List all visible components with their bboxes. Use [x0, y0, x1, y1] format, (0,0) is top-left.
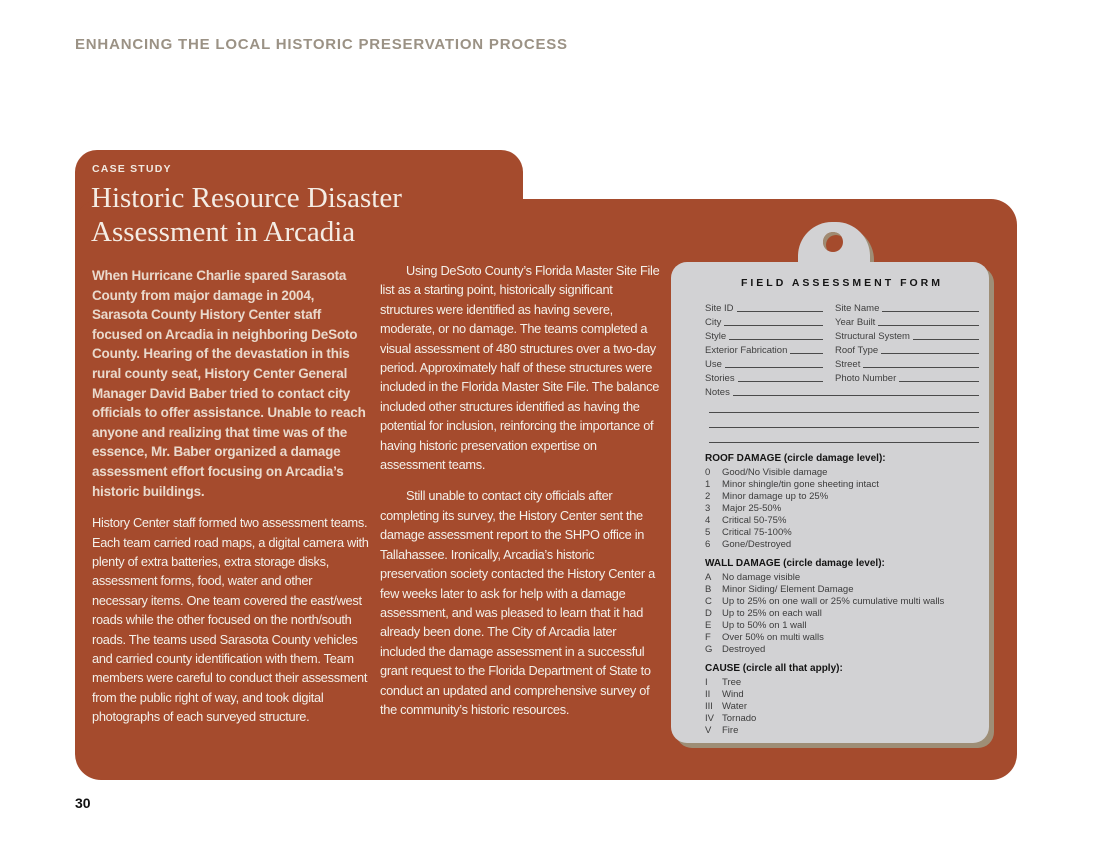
option-text: Wind	[722, 689, 744, 700]
cause-option	[705, 689, 979, 701]
case-study-title-line2: Assessment in Arcadia	[91, 216, 356, 248]
roof-damage-option	[705, 527, 979, 539]
field-blank-line	[733, 395, 979, 396]
cause-section	[705, 663, 979, 737]
form-field-row	[705, 314, 979, 328]
option-code: C	[705, 596, 712, 607]
option-text: Tornado	[722, 713, 757, 724]
field-blank-line	[790, 353, 823, 354]
form-field-row	[705, 342, 979, 356]
clipboard-hang-hole	[823, 232, 843, 252]
option-text: Critical 50-75%	[722, 515, 787, 526]
field-blank-line	[913, 339, 979, 340]
field-blank-line	[738, 381, 823, 382]
option-text: Critical 75-100%	[722, 527, 792, 538]
wall-damage-section	[705, 558, 979, 656]
case-study-title-line1: Historic Resource Disaster	[91, 182, 402, 214]
section-heading: ROOF DAMAGE (circle damage level):	[705, 453, 886, 464]
option-code: G	[705, 644, 713, 655]
field-blank-line	[863, 367, 979, 368]
option-code: III	[705, 701, 713, 712]
roof-damage-option	[705, 515, 979, 527]
cause-option	[705, 677, 979, 689]
form-field-row	[705, 300, 979, 314]
option-code: II	[705, 689, 711, 700]
roof-damage-option	[705, 491, 979, 503]
option-code: I	[705, 677, 708, 688]
form-field-row	[705, 328, 979, 342]
cause-option	[705, 725, 979, 737]
wall-damage-option	[705, 644, 979, 656]
option-text: Water	[722, 701, 747, 712]
section-heading: CAUSE (circle all that apply):	[705, 663, 843, 674]
wall-damage-option	[705, 620, 979, 632]
wall-damage-option	[705, 584, 979, 596]
wall-damage-option	[705, 608, 979, 620]
field-blank-line	[729, 339, 823, 340]
roof-damage-option	[705, 539, 979, 551]
field-label: Structural System	[835, 331, 910, 342]
form-title: FIELD ASSESSMENT FORM	[740, 277, 944, 289]
option-code: V	[705, 725, 712, 736]
field-assessment-form	[671, 262, 989, 743]
option-code: A	[705, 572, 712, 583]
left-body-paragraph: History Center staff formed two assessment teams. Each team carried road maps, a digital camera with plenty of extra batteries, extra storage disks, assessment forms, food, water and other necessary items. One team covered the east/west roads while the other focused on the north/south roads. The teams used Sarasota County vehicles and carried county identification with them. Team members were careful to conduct their assessment from the public right of way, and took digital photographs of each surveyed structure.	[92, 515, 369, 725]
option-code: 0	[705, 467, 711, 478]
field-blank-line	[724, 325, 823, 326]
option-text: Minor damage up to 25%	[722, 491, 829, 502]
form-notes-row	[705, 384, 979, 398]
option-text: Fire	[722, 725, 739, 736]
option-code: 6	[705, 539, 711, 550]
field-blank-line	[899, 381, 979, 382]
cause-option	[705, 713, 979, 725]
section-heading: WALL DAMAGE (circle damage level):	[705, 558, 885, 569]
field-label: Street	[835, 359, 861, 370]
option-text: Minor Siding/ Element Damage	[722, 584, 854, 595]
roof-damage-option	[705, 467, 979, 479]
field-label: Exterior Fabrication	[705, 345, 788, 356]
notes-blank-line	[709, 428, 979, 443]
intro-paragraph: When Hurricane Charlie spared Sarasota County from major damage in 2004, Sarasota County History Center staff focused on Arcadia in neighboring DeSoto County. Hearing of the devastation in this rural county seat, History Center General Manager David Baber tried to contact city officials to offer assistance. Unable to reach anyone and realizing that time was of the essence, Mr. Baber organized a damage assessment effort focusing on Arcadia’s historic buildings.	[92, 268, 366, 499]
field-label: Notes	[705, 387, 730, 398]
option-text: Tree	[722, 677, 742, 688]
notes-blank-line	[709, 398, 979, 413]
form-field-row	[705, 356, 979, 370]
field-label: Use	[705, 359, 722, 370]
field-label: City	[705, 317, 722, 328]
cause-option	[705, 701, 979, 713]
option-code: 3	[705, 503, 711, 514]
option-code: E	[705, 620, 712, 631]
middle-paragraph-1: Using DeSoto County’s Florida Master Site File list as a starting point, historically significant structures were identified as having severe, moderate, or no damage. The teams completed a visual assessment of 480 structures over a two-day period. Approximately half of these structures were included in the Florida Master Site File. The balance included other structures identified as having the potential for inclusion, reinforcing the importance of having historic preservation expertise on assessment teams.	[380, 263, 660, 473]
field-label: Roof Type	[835, 345, 879, 356]
option-code: B	[705, 584, 712, 595]
option-text: Over 50% on multi walls	[722, 632, 824, 643]
field-label: Site Name	[835, 303, 880, 314]
notes-blank-line	[709, 413, 979, 428]
option-text: Destroyed	[722, 644, 766, 655]
case-study-title	[91, 181, 402, 249]
roof-damage-option	[705, 503, 979, 515]
wall-damage-option	[705, 632, 979, 644]
field-label: Style	[705, 331, 727, 342]
field-blank-line	[725, 367, 823, 368]
option-text: Major 25-50%	[722, 503, 782, 514]
option-text: Up to 25% on one wall or 25% cumulative multi walls	[722, 596, 945, 607]
document-header-title: ENHANCING THE LOCAL HISTORIC PRESERVATION PROCESS	[75, 36, 568, 53]
field-blank-line	[878, 325, 979, 326]
case-study-card	[75, 150, 1017, 780]
form-sections	[705, 453, 979, 737]
form-fields	[705, 300, 979, 443]
option-code: 1	[705, 479, 711, 490]
option-text: Good/No Visible damage	[722, 467, 828, 478]
option-text: Minor shingle/tin gone sheeting intact	[722, 479, 879, 490]
wall-damage-option	[705, 572, 979, 584]
option-text: Gone/Destroyed	[722, 539, 792, 550]
roof-damage-section	[705, 453, 979, 551]
option-text: No damage visible	[722, 572, 801, 583]
middle-text-column	[380, 261, 660, 719]
field-blank-line	[881, 353, 979, 354]
field-label: Photo Number	[835, 373, 897, 384]
field-label: Stories	[705, 373, 735, 384]
option-code: 2	[705, 491, 711, 502]
option-text: Up to 25% on each wall	[722, 608, 822, 619]
option-text: Up to 50% on 1 wall	[722, 620, 807, 631]
field-label: Site ID	[705, 303, 734, 314]
case-study-eyebrow: CASE STUDY	[92, 163, 172, 175]
option-code: 4	[705, 515, 711, 526]
field-blank-line	[737, 311, 823, 312]
wall-damage-option	[705, 596, 979, 608]
field-label: Year Built	[835, 317, 876, 328]
field-blank-line	[882, 311, 979, 312]
left-text-column	[92, 266, 370, 727]
page-number: 30	[75, 795, 91, 811]
option-code: D	[705, 608, 712, 619]
roof-damage-option	[705, 479, 979, 491]
option-code: F	[705, 632, 711, 643]
form-field-row	[705, 370, 979, 384]
option-code: IV	[705, 713, 714, 724]
middle-paragraph-2: Still unable to contact city officials after completing its survey, the History Center sent the damage assessment report to the SHPO office in Tallahassee. Ironically, Arcadia’s historic preservation society contacted the History Center a few weeks later to ask for help with a damage assessment, and was pleased to learn that it had already been done. The City of Arcadia later included the damage assessment in a successful grant request to the Florida Department of State to conduct an updated and comprehensive survey of the community’s historic resources.	[380, 488, 655, 717]
option-code: 5	[705, 527, 711, 538]
